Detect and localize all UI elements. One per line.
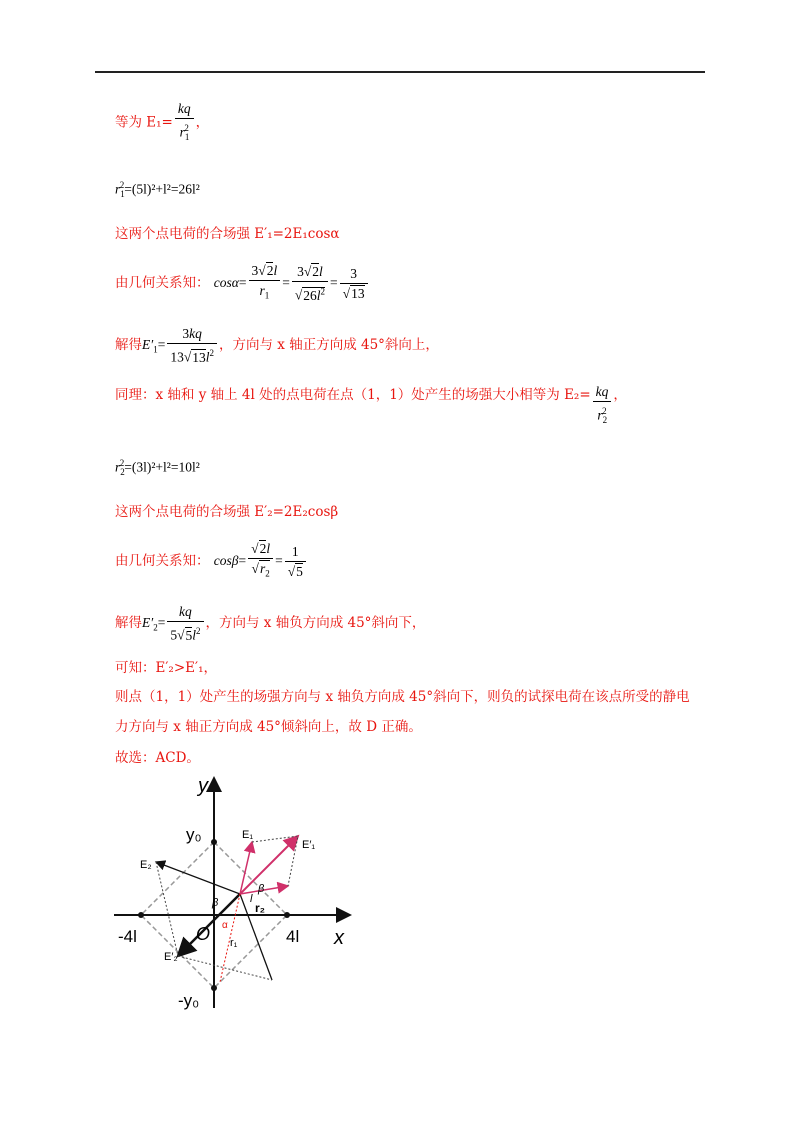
- label-e1: E₁: [242, 829, 254, 841]
- frac-kq-5r5l: $\frac{kq}{5√5l^2}$: [167, 603, 203, 644]
- frac-3kq: $\frac{3kq}{13√13l^2}$: [167, 325, 217, 366]
- r2sq-expression: =(3l)²+l²=10l²: [124, 459, 200, 475]
- r1sq-expression: =(5l)²+l²=26l²: [124, 181, 200, 197]
- text-similarly: 同理：x 轴和 y 轴上 4l 处的点电荷在点（1，1）处产生的场强大小相等为 E₂=: [115, 387, 591, 403]
- charge-right: [284, 912, 290, 918]
- frac-kq-r1sq: $\frac{kq}{r_1^2}$: [175, 100, 194, 146]
- text-direction-1: ，方向与 x 轴正方向成 45°斜向上，: [219, 336, 439, 353]
- line-combined-e1: 这两个点电荷的合场强 E′₁=2E₁cosα: [115, 226, 340, 242]
- line-similarly-e2: [115, 383, 627, 429]
- frac-num-kq2: kq: [593, 383, 612, 402]
- eq-r1-squared: $r_1^2=(5l)^2+l^2=26l^2$: [115, 180, 200, 200]
- text-solve-prefix: 解得: [115, 336, 142, 353]
- line-compare: 可知：E′₂>E′₁，: [115, 660, 217, 676]
- frac-3r2l-r26l: $\frac{3√2l}{√26l^2}$: [292, 263, 328, 304]
- line-solve-e2: 解得$E'_2=$ $\frac{kq}{5√5l^2}$ ，方向与 x 轴负方向成 45°斜向下，: [115, 604, 426, 643]
- line-conclusion-2: 力方向与 x 轴正方向成 45°倾斜向上，故 D 正确。: [115, 719, 422, 735]
- label-y: y: [198, 775, 208, 797]
- label-alpha: α: [222, 920, 228, 931]
- line-e2: [156, 862, 240, 894]
- label-x: x: [334, 927, 344, 949]
- frac-r2l-r2: $\frac{√2l}{√r_2}$: [248, 540, 273, 583]
- frac-1-r5: $\frac{1}{√5}$: [285, 543, 306, 580]
- line-combined-e2: 这两个点电荷的合场强 E′₂=2E₂cosβ: [115, 504, 339, 520]
- charge-left: [138, 912, 144, 918]
- frac-num-1: 1: [285, 543, 306, 562]
- line-e1-def: [115, 100, 209, 146]
- label-origin: O: [196, 924, 211, 944]
- cos-beta-label: cosβ: [213, 552, 239, 568]
- text-geometry-label-2: 由几何关系知：: [115, 552, 210, 569]
- label-l: l: [250, 893, 253, 905]
- text-direction-2: ，方向与 x 轴负方向成 45°斜向下，: [205, 614, 426, 631]
- frac-3r2l-r1: $\frac{3√2l}{r_1}$: [249, 262, 281, 305]
- line-geometry-alpha: 由几何关系知： cosα= $\frac{3√2l}{r_1}$ = $\frac{3√2l}{√26l^2}$ = $\frac{3}{√13}$: [115, 262, 370, 305]
- text-solve-prefix-2: 解得: [115, 614, 142, 631]
- header-rule: [95, 71, 705, 73]
- label-e2: E₂: [140, 859, 152, 871]
- label-r1: r₁: [230, 937, 238, 949]
- label-r2: r₂: [255, 901, 266, 915]
- text-comma-2: ，: [613, 387, 627, 403]
- frac-kq-r2sq: $\frac{kq}{r_2^2}$: [593, 383, 612, 429]
- eq-sign: =: [238, 274, 247, 290]
- label-e1-prime: E′₁: [302, 839, 316, 851]
- label-beta-1: β: [212, 897, 219, 909]
- label-neg-y0: -y₀: [178, 991, 200, 1010]
- label-y0: y₀: [186, 825, 202, 844]
- vector-e1: [240, 842, 252, 894]
- vector-e1-prime: [240, 836, 298, 894]
- line-conclusion-1: 则点（1，1）处产生的场强方向与 x 轴负方向成 45°斜向下，则负的试探电荷在该点所受的静电: [115, 689, 690, 705]
- text-geometry-label: 由几何关系知：: [115, 274, 210, 291]
- text-e1-prefix: 等为 E₁=: [115, 114, 173, 131]
- label-neg4l: -4l: [118, 927, 137, 946]
- line-answer: 故选：ACD。: [115, 750, 200, 766]
- charge-top: [211, 839, 217, 845]
- label-pos4l: 4l: [286, 927, 300, 946]
- cos-alpha-label: cosα: [213, 274, 239, 290]
- label-e2-prime: E′₂: [164, 951, 178, 963]
- charge-bottom: [211, 985, 217, 991]
- frac-3-r13: $\frac{3}{√13}$: [340, 265, 368, 302]
- text-comma: ，: [195, 114, 210, 131]
- dotted-bottom: [178, 956, 272, 980]
- eq-r2-squared: $r_2^2=(3l)^2+l^2=10l^2$: [115, 458, 200, 478]
- frac-num-3: 3: [340, 265, 368, 284]
- line-geometry-beta: 由几何关系知： cosβ= $\frac{√2l}{√r_2}$ = $\frac{1}{√5}$: [115, 540, 308, 583]
- label-beta-2: β: [258, 883, 265, 895]
- line-solve-e1: 解得$E'_1=$ $\frac{3kq}{13√13l^2}$ ，方向与 x 轴正方向成 45°斜向上，: [115, 326, 439, 365]
- frac-num: kq: [175, 100, 194, 119]
- field-diagram: [112, 770, 357, 1020]
